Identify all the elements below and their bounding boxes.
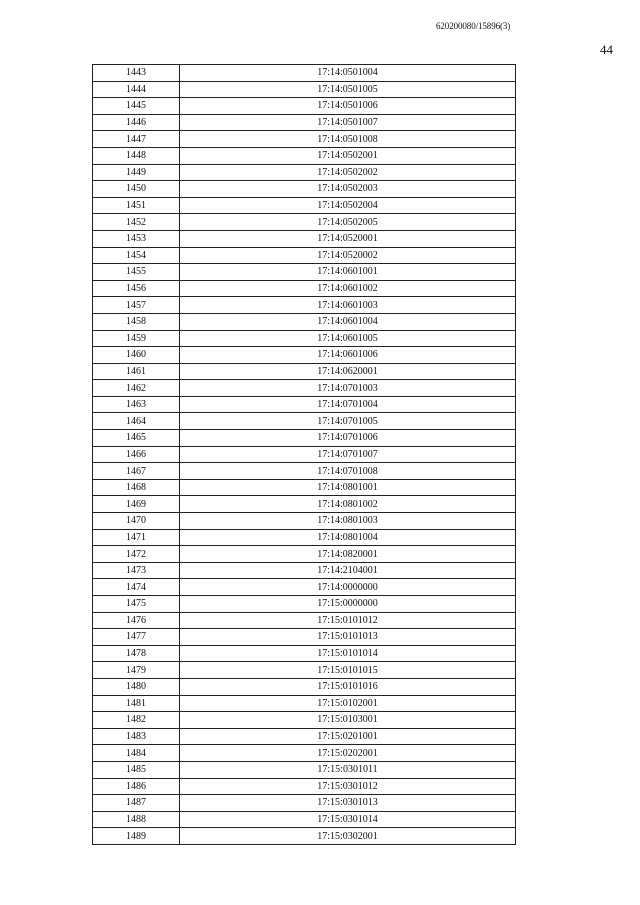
row-number-cell: 1462 <box>93 380 180 397</box>
cadastral-code-cell: 17:14:0501004 <box>180 65 516 82</box>
cadastral-code-cell: 17:15:0301012 <box>180 778 516 795</box>
row-number-cell: 1487 <box>93 795 180 812</box>
row-number-cell: 1485 <box>93 761 180 778</box>
row-number-cell: 1476 <box>93 612 180 629</box>
row-number-cell: 1474 <box>93 579 180 596</box>
table-row <box>93 446 516 463</box>
table-row <box>93 529 516 546</box>
row-number-cell: 1468 <box>93 479 180 496</box>
table-row <box>93 612 516 629</box>
cadastral-code-cell: 17:15:0101015 <box>180 662 516 679</box>
document-reference: 620200080/15896(3) <box>436 21 511 31</box>
row-number-cell: 1451 <box>93 197 180 214</box>
cadastral-code-cell: 17:14:0601001 <box>180 264 516 281</box>
row-number-cell: 1489 <box>93 828 180 845</box>
table-row <box>93 313 516 330</box>
row-number-cell: 1456 <box>93 280 180 297</box>
table-row <box>93 280 516 297</box>
table-row <box>93 413 516 430</box>
table-row <box>93 396 516 413</box>
cadastral-code-cell: 17:14:0601005 <box>180 330 516 347</box>
row-number-cell: 1444 <box>93 81 180 98</box>
table-row <box>93 745 516 762</box>
table-row <box>93 181 516 198</box>
row-number-cell: 1484 <box>93 745 180 762</box>
cadastral-code-cell: 17:15:0101016 <box>180 678 516 695</box>
cadastral-code-cell: 17:15:0301013 <box>180 795 516 812</box>
row-number-cell: 1450 <box>93 181 180 198</box>
table-row <box>93 98 516 115</box>
row-number-cell: 1459 <box>93 330 180 347</box>
cadastral-code-cell: 17:14:0502001 <box>180 147 516 164</box>
cadastral-code-cell: 17:14:0601003 <box>180 297 516 314</box>
cadastral-code-cell: 17:14:0000000 <box>180 579 516 596</box>
cadastral-code-cell: 17:15:0202001 <box>180 745 516 762</box>
table-row <box>93 479 516 496</box>
row-number-cell: 1488 <box>93 811 180 828</box>
row-number-cell: 1454 <box>93 247 180 264</box>
table-row <box>93 147 516 164</box>
table-row <box>93 513 516 530</box>
table-row <box>93 761 516 778</box>
table-row <box>93 230 516 247</box>
row-number-cell: 1482 <box>93 712 180 729</box>
row-number-cell: 1457 <box>93 297 180 314</box>
table-row <box>93 496 516 513</box>
row-number-cell: 1460 <box>93 347 180 364</box>
cadastral-code-cell: 17:14:0501007 <box>180 114 516 131</box>
table-row <box>93 728 516 745</box>
table-row <box>93 463 516 480</box>
table-row <box>93 562 516 579</box>
cadastral-code-cell: 17:15:0102001 <box>180 695 516 712</box>
row-number-cell: 1452 <box>93 214 180 231</box>
cadastral-code-cell: 17:15:0301011 <box>180 761 516 778</box>
row-number-cell: 1458 <box>93 313 180 330</box>
table-row <box>93 546 516 563</box>
row-number-cell: 1464 <box>93 413 180 430</box>
table-row <box>93 164 516 181</box>
table-row <box>93 695 516 712</box>
cadastral-code-cell: 17:14:0801003 <box>180 513 516 530</box>
cadastral-code-cell: 17:14:0701007 <box>180 446 516 463</box>
row-number-cell: 1471 <box>93 529 180 546</box>
row-number-cell: 1473 <box>93 562 180 579</box>
row-number-cell: 1461 <box>93 363 180 380</box>
cadastral-code-cell: 17:14:0502004 <box>180 197 516 214</box>
table-row <box>93 828 516 845</box>
cadastral-code-cell: 17:15:0302001 <box>180 828 516 845</box>
cadastral-code-cell: 17:15:0103001 <box>180 712 516 729</box>
row-number-cell: 1472 <box>93 546 180 563</box>
row-number-cell: 1486 <box>93 778 180 795</box>
row-number-cell: 1455 <box>93 264 180 281</box>
cadastral-code-cell: 17:15:0101013 <box>180 629 516 646</box>
table-row <box>93 430 516 447</box>
row-number-cell: 1448 <box>93 147 180 164</box>
cadastral-code-cell: 17:14:0701005 <box>180 413 516 430</box>
cadastral-code-cell: 17:14:0601002 <box>180 280 516 297</box>
row-number-cell: 1465 <box>93 430 180 447</box>
cadastral-code-cell: 17:14:0501008 <box>180 131 516 148</box>
row-number-cell: 1446 <box>93 114 180 131</box>
table-row <box>93 645 516 662</box>
row-number-cell: 1453 <box>93 230 180 247</box>
cadastral-code-cell: 17:14:0820001 <box>180 546 516 563</box>
row-number-cell: 1463 <box>93 396 180 413</box>
cadastral-code-cell: 17:14:0801004 <box>180 529 516 546</box>
row-number-cell: 1443 <box>93 65 180 82</box>
table-row <box>93 811 516 828</box>
row-number-cell: 1480 <box>93 678 180 695</box>
cadastral-code-cell: 17:14:0502005 <box>180 214 516 231</box>
table-row <box>93 795 516 812</box>
table-row <box>93 662 516 679</box>
row-number-cell: 1477 <box>93 629 180 646</box>
cadastral-code-cell: 17:14:0520002 <box>180 247 516 264</box>
row-number-cell: 1447 <box>93 131 180 148</box>
page-number: 44 <box>600 42 613 57</box>
cadastral-code-cell: 17:15:0201001 <box>180 728 516 745</box>
cadastral-code-cell: 17:14:0701004 <box>180 396 516 413</box>
table-row <box>93 629 516 646</box>
row-number-cell: 1466 <box>93 446 180 463</box>
row-number-cell: 1481 <box>93 695 180 712</box>
row-number-cell: 1475 <box>93 596 180 613</box>
cadastral-code-cell: 17:15:0101014 <box>180 645 516 662</box>
table-row <box>93 65 516 82</box>
cadastral-code-cell: 17:14:2104001 <box>180 562 516 579</box>
table-row <box>93 197 516 214</box>
cadastral-code-cell: 17:14:0701003 <box>180 380 516 397</box>
table-row <box>93 247 516 264</box>
cadastral-code-cell: 17:14:0502003 <box>180 181 516 198</box>
table-row <box>93 297 516 314</box>
cadastral-code-cell: 17:14:0502002 <box>180 164 516 181</box>
cadastral-code-cell: 17:15:0101012 <box>180 612 516 629</box>
cadastral-code-cell: 17:14:0601006 <box>180 347 516 364</box>
table-body <box>93 65 516 845</box>
cadastral-code-cell: 17:14:0701006 <box>180 430 516 447</box>
table-row <box>93 579 516 596</box>
cadastral-code-cell: 17:15:0301014 <box>180 811 516 828</box>
row-number-cell: 1470 <box>93 513 180 530</box>
row-number-cell: 1483 <box>93 728 180 745</box>
cadastral-code-cell: 17:14:0520001 <box>180 230 516 247</box>
table-row <box>93 778 516 795</box>
table-row <box>93 347 516 364</box>
cadastral-code-cell: 17:14:0601004 <box>180 313 516 330</box>
cadastral-table <box>92 64 516 845</box>
row-number-cell: 1445 <box>93 98 180 115</box>
cadastral-code-cell: 17:14:0501006 <box>180 98 516 115</box>
table-row <box>93 330 516 347</box>
table-row <box>93 214 516 231</box>
row-number-cell: 1478 <box>93 645 180 662</box>
cadastral-code-cell: 17:15:0000000 <box>180 596 516 613</box>
table-row <box>93 131 516 148</box>
cadastral-code-cell: 17:14:0501005 <box>180 81 516 98</box>
row-number-cell: 1467 <box>93 463 180 480</box>
row-number-cell: 1479 <box>93 662 180 679</box>
table-row <box>93 596 516 613</box>
cadastral-code-cell: 17:14:0701008 <box>180 463 516 480</box>
table-row <box>93 264 516 281</box>
table-row <box>93 712 516 729</box>
table-row <box>93 380 516 397</box>
cadastral-code-cell: 17:14:0801002 <box>180 496 516 513</box>
table-row <box>93 363 516 380</box>
row-number-cell: 1469 <box>93 496 180 513</box>
table-row <box>93 678 516 695</box>
table-row <box>93 81 516 98</box>
cadastral-code-cell: 17:14:0801001 <box>180 479 516 496</box>
row-number-cell: 1449 <box>93 164 180 181</box>
table-row <box>93 114 516 131</box>
cadastral-code-cell: 17:14:0620001 <box>180 363 516 380</box>
